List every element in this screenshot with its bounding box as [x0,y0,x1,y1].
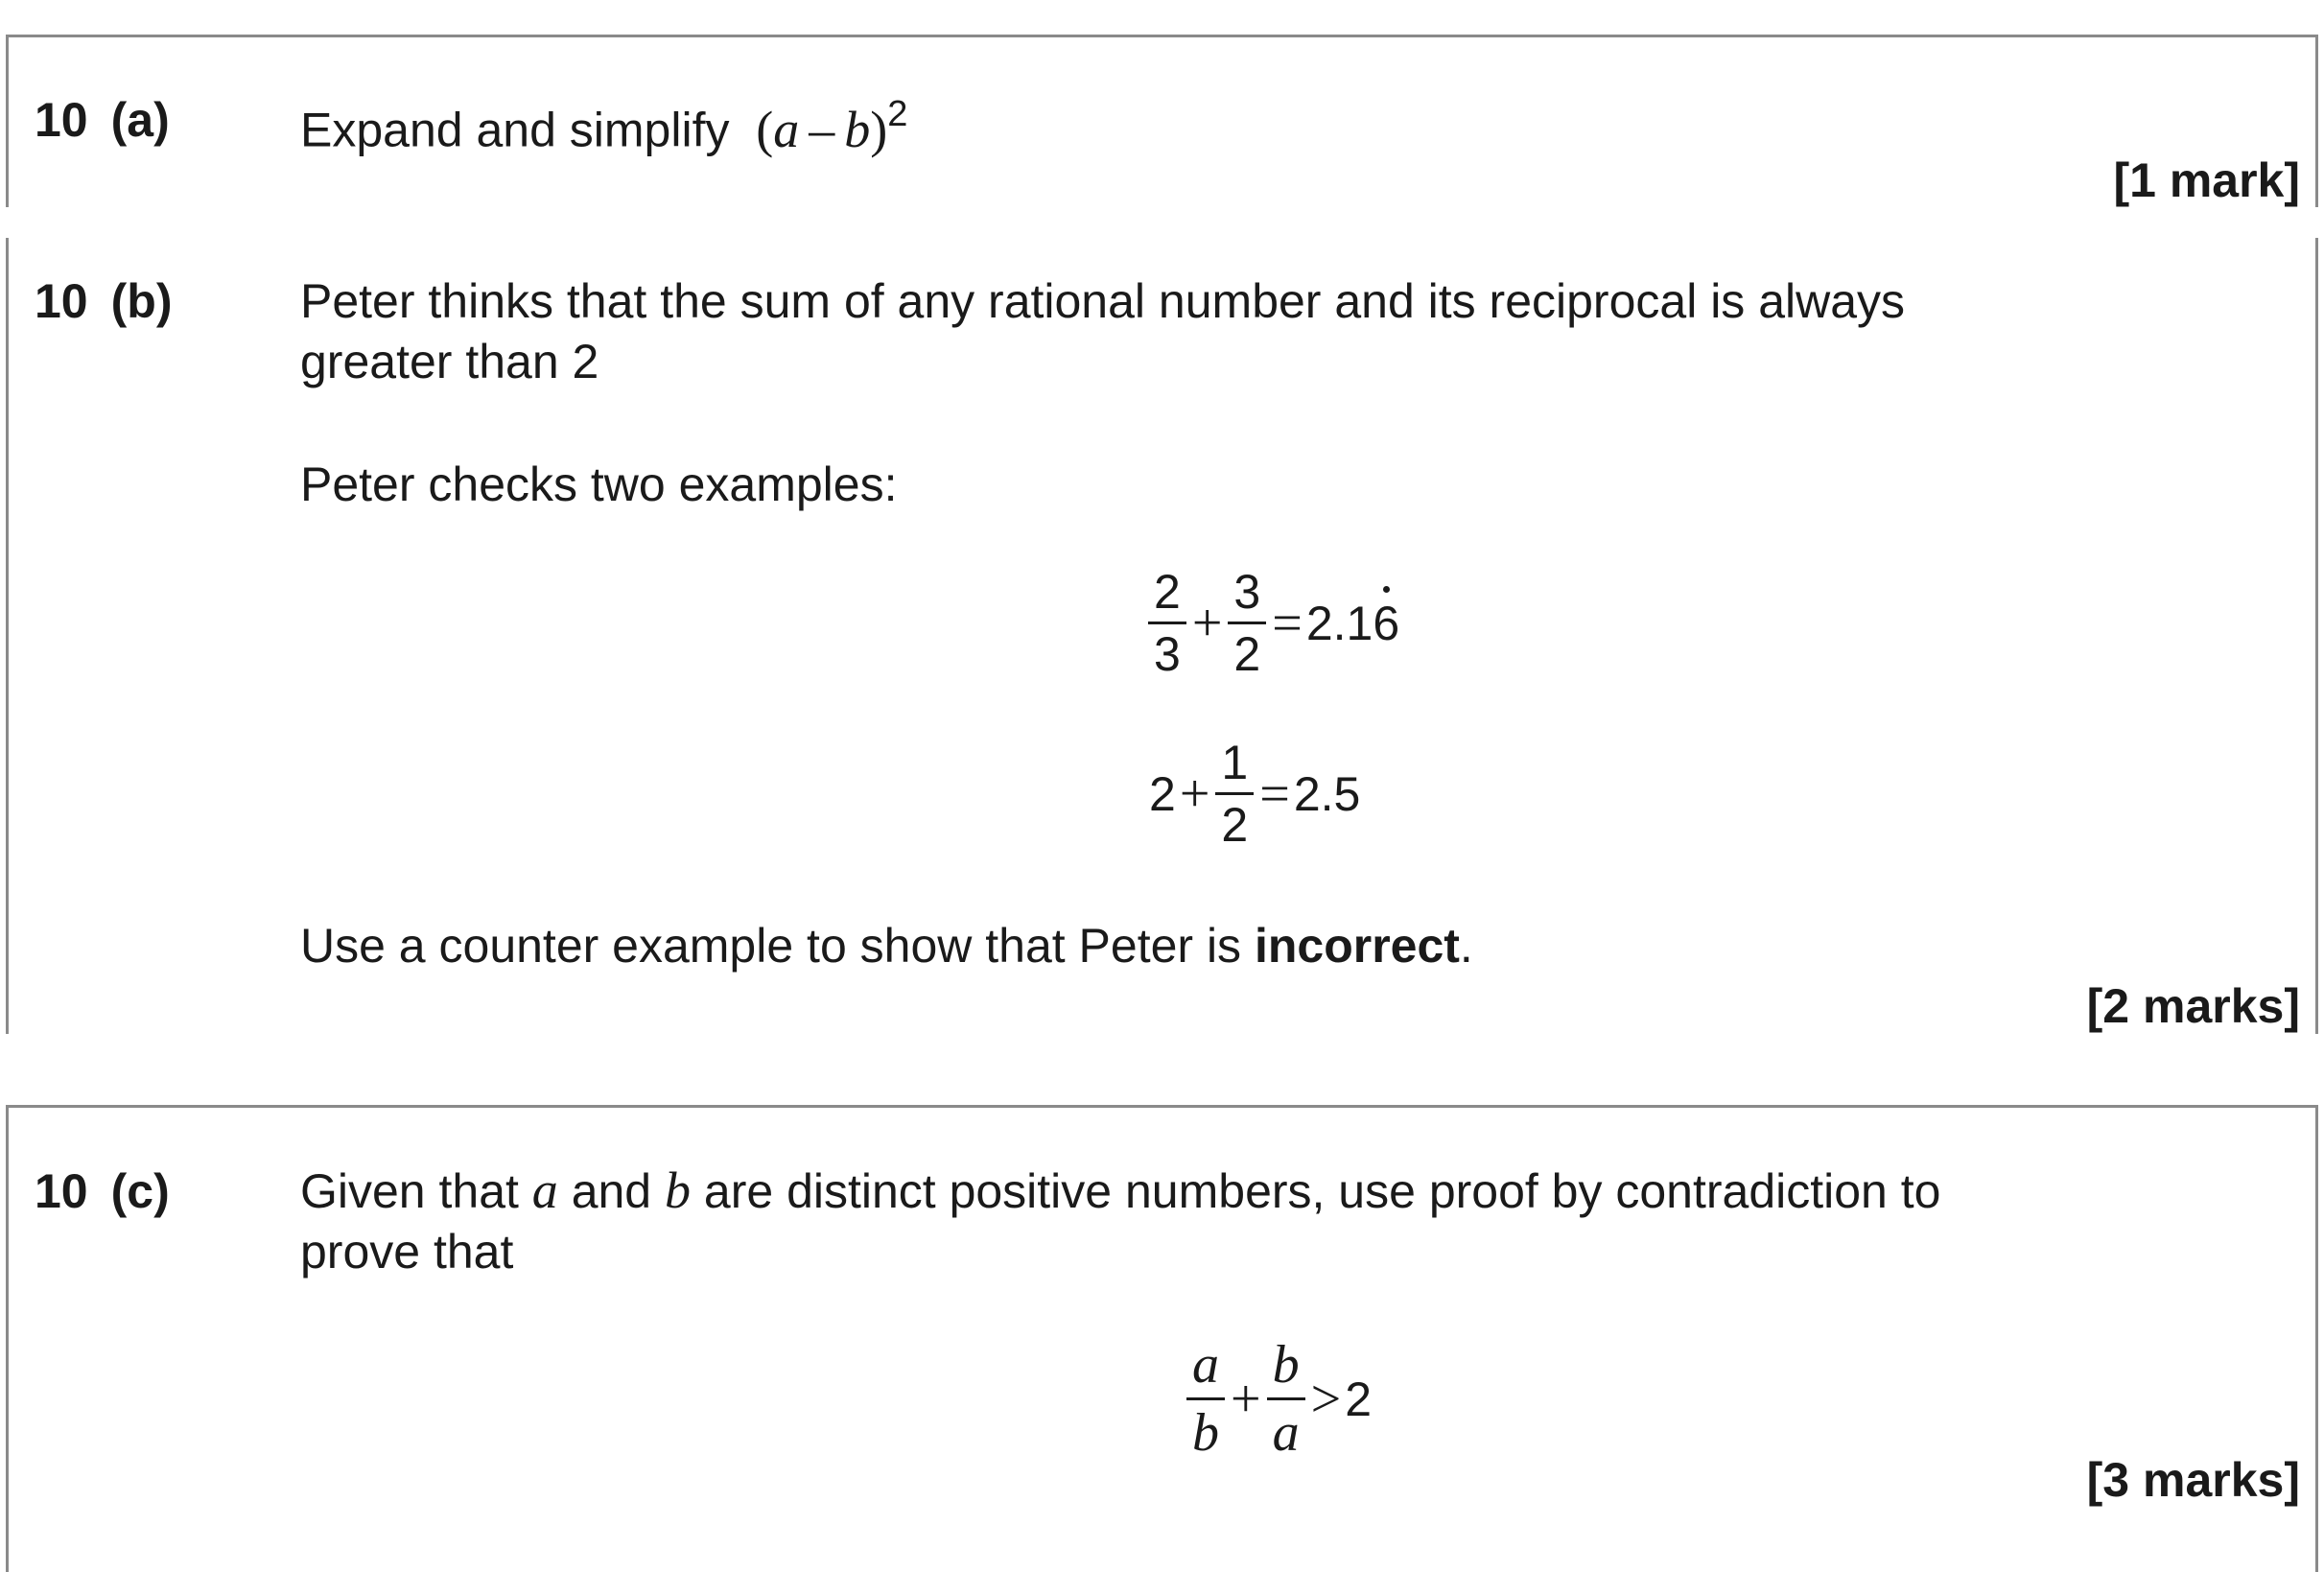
box-10c-top-border [6,1105,2318,1108]
box-10a-top-border [6,35,2318,37]
whole-number: 2 [1149,766,1176,821]
recurring-digit: 6 [1373,596,1400,650]
example-equation-2 [1149,736,1361,852]
fraction-denominator: 2 [1233,627,1261,681]
fraction-one-half [1215,736,1254,852]
question-10c-marks: [3 marks] [2086,1453,2300,1507]
box-10c-right-border [2315,1105,2318,1572]
plus-sign: + [1191,593,1223,653]
statement-line-2: greater than 2 [300,335,599,388]
variable-b: b [844,100,871,158]
question-10a-prompt: Expand and simplify [300,103,730,157]
fraction-a-over-b [1186,1335,1225,1463]
variable-b: b [665,1161,692,1219]
statement-text: Given that [300,1164,532,1218]
fraction-denominator: 2 [1221,798,1249,852]
question-10b-instruction [300,916,1473,976]
fraction-numerator: 2 [1148,568,1186,624]
statement-line-1: Peter thinks that the sum of any rational number and its reciprocal is always [300,274,1906,328]
decimal-result: 2.5 [1293,766,1361,821]
plus-sign: + [1231,1369,1261,1429]
fraction-denominator: 3 [1154,627,1181,681]
instruction-emphasis: incorrect [1254,919,1460,973]
fraction-b-over-a [1267,1335,1305,1463]
question-10c-number [35,1164,170,1218]
expand-expression: (a – b)$^2$ [756,94,908,158]
statement-line-2: prove that [300,1225,514,1279]
question-10b-checks-intro: Peter checks two examples: [300,458,898,511]
question-10b-marks: [2 marks] [2086,979,2300,1033]
box-10a-left-border [6,35,9,207]
question-10c-statement [300,1161,1940,1282]
plus-sign: + [1179,763,1210,824]
question-part: (c) [110,1164,170,1218]
fraction-three-halves [1228,565,1266,681]
equals-sign: = [1259,763,1290,824]
fraction-numerator: 1 [1215,739,1254,795]
instruction-period: . [1459,919,1473,973]
exponent: 2 [887,94,908,134]
fraction-numerator: b [1267,1338,1305,1400]
question-10a-marks: [1 mark] [2113,153,2300,207]
fraction-denominator: b [1192,1403,1219,1463]
statement-text: and [557,1164,666,1218]
recurring-decimal-result [1306,596,1399,651]
box-10b-right-border [2315,238,2318,1034]
statement-line-1 [300,1161,1940,1222]
question-10b-number [35,274,173,328]
statement-text: are distinct positive numbers, use proof by contradiction to [691,1164,1941,1218]
question-part: (b) [110,274,173,328]
box-10c-left-border [6,1105,9,1572]
fraction-numerator: a [1186,1338,1225,1400]
question-part: (a) [110,93,170,147]
question-10a-text [300,88,907,161]
greater-than-sign: > [1310,1369,1342,1429]
example-equation-1 [1146,565,1400,681]
question-10a-number [35,93,170,147]
box-10b-left-border [6,238,9,1034]
instruction-text: Use a counter example to show that Peter is [300,919,1255,973]
box-10a-right-border [2315,35,2318,207]
fraction-two-thirds [1148,565,1186,681]
question-number: 10 [35,1164,88,1218]
variable-a: a [531,1161,558,1219]
inequality-value: 2 [1345,1372,1372,1426]
question-10b-statement [300,271,1905,392]
fraction-numerator: 3 [1228,568,1266,624]
question-number: 10 [35,274,88,328]
inequality-expression [1185,1335,1372,1463]
question-number: 10 [35,93,88,147]
result-prefix: 2.1 [1305,596,1373,650]
variable-a: a [773,100,800,158]
minus-sign: – [809,100,835,158]
equals-sign: = [1272,593,1303,653]
fraction-denominator: a [1272,1403,1300,1463]
